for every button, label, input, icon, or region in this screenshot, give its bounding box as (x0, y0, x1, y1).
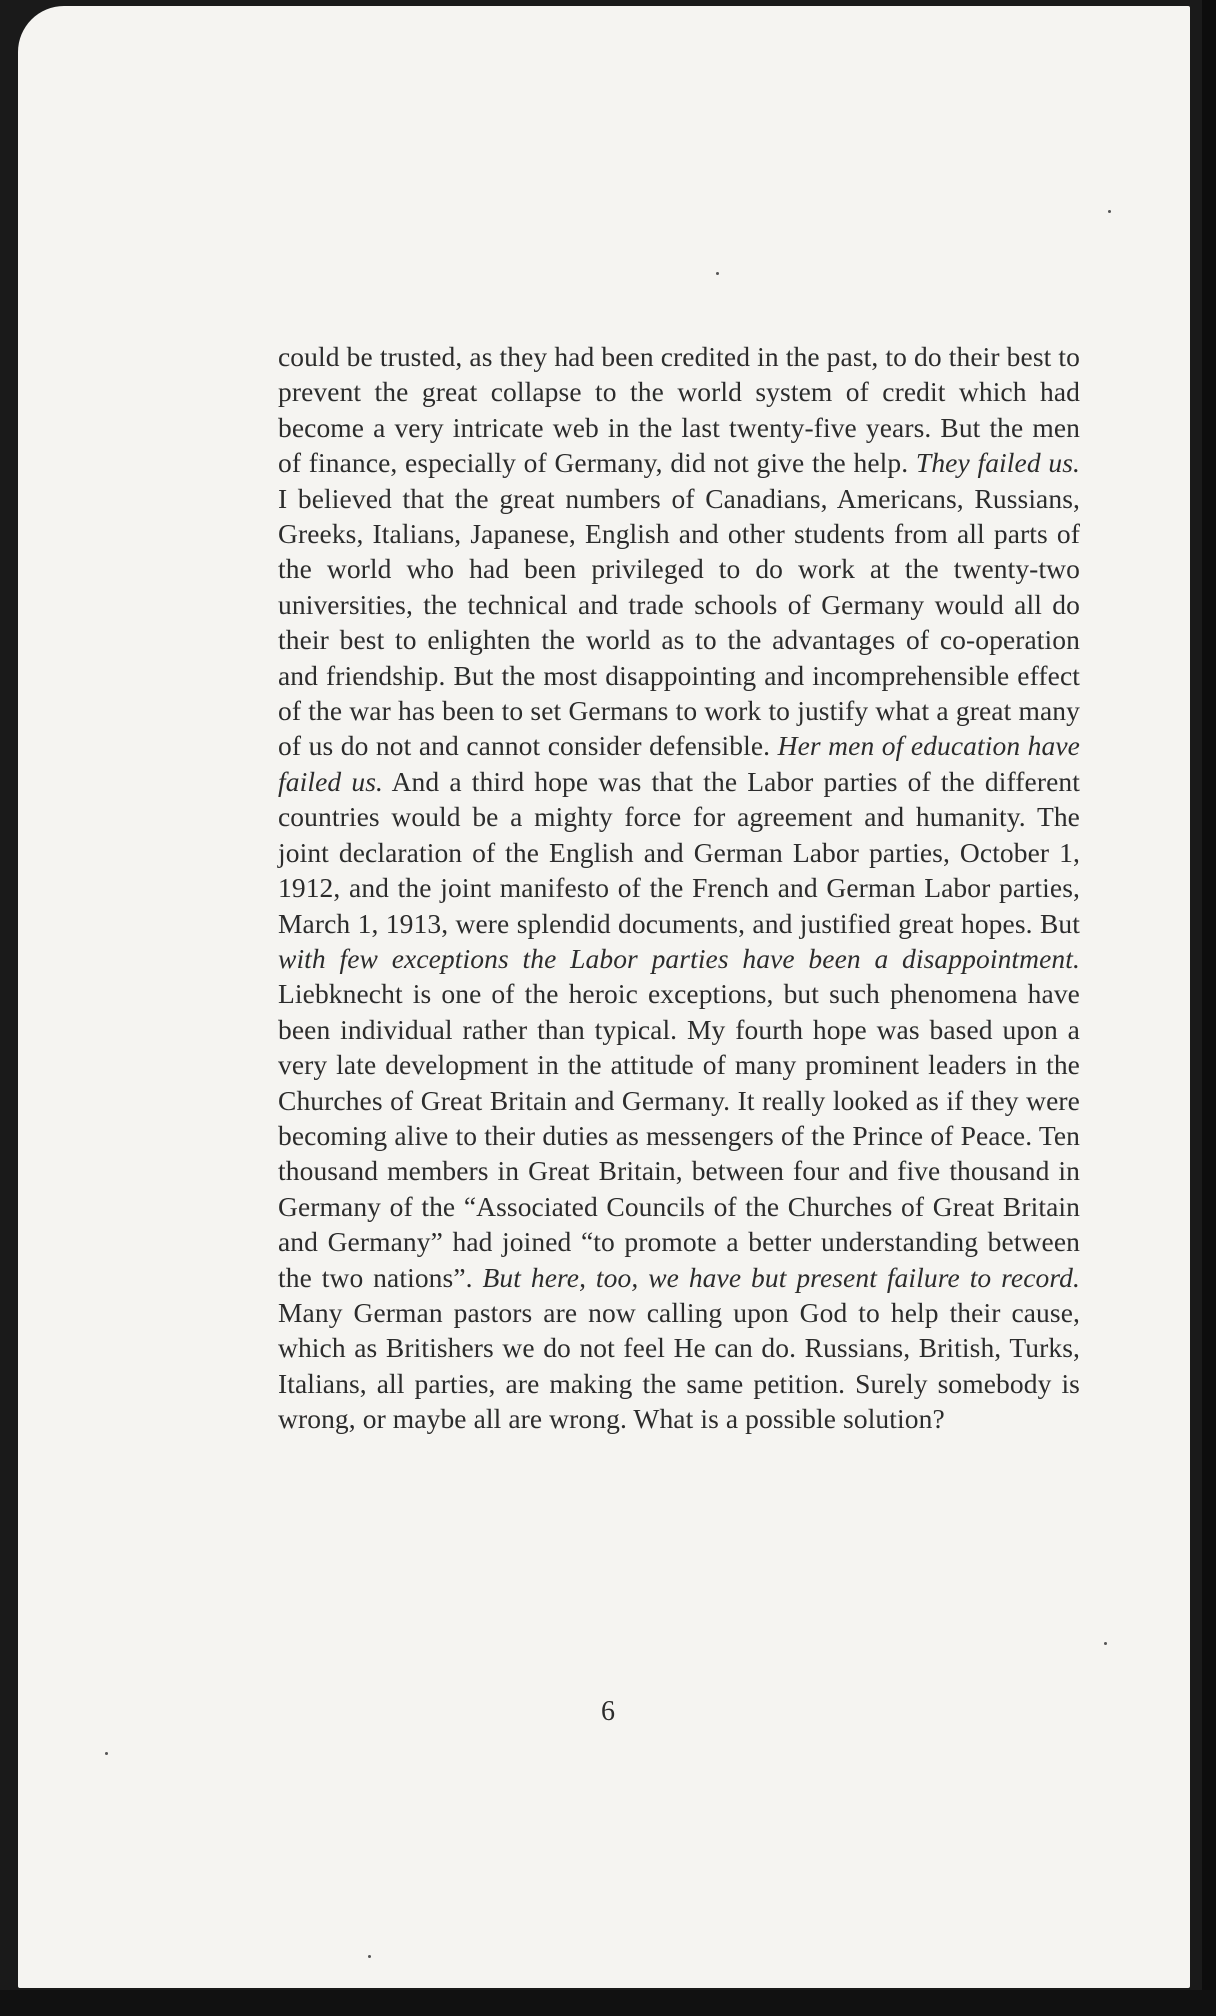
scan-speck (105, 1752, 108, 1755)
scan-border-bottom (0, 1990, 1216, 2016)
italic-segment: with few exceptions the Labor parties have been a disappointment. (278, 942, 1080, 974)
text-segment: I believed that the great numbers of Canadians, Americans, Russians, Greeks, Italians, Japanese, English and other students from all parts of the world who had been privileged to do work at the twenty-two universities, the technical and trade schools of Germany would all do their best to enlighten the world as to the advantages of co-operation and friendship. But the most disappointing and incomprehensible effect of the war has been to set Germans to work to justify what a great many of us do not and cannot consider defensible. (278, 482, 1080, 762)
text-segment: could be trusted, as they had been credited in the past, to do their best to prevent the great collapse to the world system of credit which had become a very intricate web in the last twenty-five years. But the men of finance, especially of Germany, did not give the help. (278, 341, 1080, 479)
scan-border-right (1202, 0, 1216, 2016)
page-number: 6 (601, 1696, 615, 1727)
scan-speck (368, 1955, 371, 1958)
text-segment: Many German pastors are now calling upon God to help their cause, which as Britishers we do not feel He can do. Russians, British, Turks, Italians, all parties, are making the same petition. Surely somebody is wrong, or maybe all are wrong. What is a possible solution? (278, 1296, 1080, 1435)
text-segment: Liebknecht is one of the heroic exceptions, but such phenomena have been individual rather than typical. My fourth hope was based upon a very late development in the attitude of many prominent leaders in the Churches of Great Britain and Germany. It really looked as if they were becoming alive to their duties as messengers of the Prince of Peace. Ten thousand members in Great Britain, between four and five thousand in Germany of the “Associated Councils of the Churches of Great Britain and Germany” had joined “to promote a better understanding between the two nations”. (278, 978, 1080, 1293)
text-segment: And a third hope was that the Labor parties of the different countries would be a mighty force for agreement and humanity. The joint declaration of the English and German Labor parties, October 1, 1912, and the joint manifesto of the French and German Labor parties, March 1, 1913, were splendid documents, and justified great hopes. But (278, 765, 1080, 939)
scan-speck (1104, 1642, 1107, 1645)
book-page (18, 6, 1190, 1988)
scan-speck (1108, 210, 1111, 213)
scan-speck (716, 272, 719, 275)
italic-segment: Her men of education have failed us. (278, 730, 1080, 797)
italic-segment: But here, too, we have but present failure to record. (482, 1261, 1081, 1293)
body-text (278, 339, 1080, 1437)
paragraph (278, 339, 1080, 1437)
italic-segment: They failed us. (915, 447, 1080, 479)
